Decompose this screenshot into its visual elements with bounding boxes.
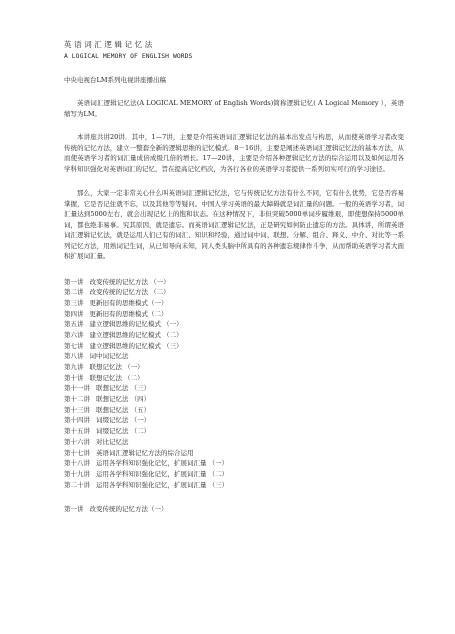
toc-title: 词缀记忆法 （二）: [96, 427, 151, 436]
toc-title: 联想记忆法 （一）: [89, 363, 144, 371]
toc-number: 第二讲: [64, 288, 84, 297]
toc-title: 建立逻辑思维的记忆模式 （三）: [89, 341, 183, 350]
toc-number: 第八讲: [64, 352, 84, 361]
toc-title: 更新旧有的思维模式（二）: [89, 309, 168, 318]
toc-title: 联想记忆法 （四）: [96, 395, 151, 404]
toc-number: 第二十讲: [64, 480, 90, 489]
toc-item: [64, 351, 404, 362]
toc-number: 第十六讲: [64, 437, 90, 446]
toc-item: [64, 330, 404, 341]
toc-number: 第九讲: [64, 363, 84, 371]
table-of-contents: [64, 277, 404, 491]
toc-title: 改变传统的记忆方法 （一）: [89, 277, 170, 286]
toc-title: 改变传统的记忆方法 （二）: [89, 288, 170, 297]
broadcast-source-line: 中央电视台LM系列电视讲座播出稿: [64, 76, 166, 84]
lecture-overview-paragraph: 本讲座共讲20讲．其中，1—7讲，主要是介绍英语词汇逻辑记忆法的基本出发点与构思，从而使英语学习者改变传统的记忆方法，建立一整套全新的逻辑思维的记忆模式．8－16讲，主要是阐述英语词汇逻辑记忆法的基本方法，从而使英语学习者的词汇量成倍成级几倍的增长。17—20讲，主要是介绍各种逻辑记忆方法的综合运用以及如何运用各学科知识强化对英语词汇的记忆，旨在提高记忆档次，为各行各业的英语学习者提供一系列切实可行的学习途径。: [64, 133, 404, 173]
toc-title: 运用各学科知识强化记忆，扩展词汇量 （三）: [96, 480, 229, 489]
toc-number: 第六讲: [64, 330, 84, 339]
toc-number: 第十四讲: [64, 416, 90, 425]
toc-number: 第三讲: [64, 298, 84, 307]
toc-number: 第七讲: [64, 341, 84, 350]
toc-item: [64, 287, 404, 298]
toc-item: [64, 362, 404, 373]
toc-number: 第十八讲: [64, 459, 90, 468]
toc-item: [64, 309, 404, 320]
method-description-paragraph: 那么，大家一定非常关心什么叫英语词汇逻辑记忆法，它与传统记忆方法有什么不同，它有什么优势，它是否容易掌握，它是否记住就不忘，以及其他等等疑问。中国人学习英语的最大障碍就是词汇量的问题。一般的英语学习者，词汇量达到5000左右，就会出现记忆上的饱和状态。在这种情况下，非但突破5000单词步履维艰，即使想保持5000单词，都也绝非易事。究其原因，就是遗忘。而英语词汇逻辑记忆法，正是研究如何防止遗忘的方法。具体讲，所谓英语词汇逻辑记忆法，就是运用人们已有的词汇、知识和经验，通过词中词、联想、分解、组合、释义、中介、对比等一系列记忆方法，用熟词记生词，从已知导向未知，同人类头脑中所具有的各种遗忘规律作斗争，从而帮助英语学习者大面积扩展词汇量。: [64, 189, 404, 260]
toc-number: 第五讲: [64, 320, 84, 329]
toc-item: [64, 448, 404, 459]
toc-title: 更新旧有的思维模式（一）: [89, 298, 168, 307]
toc-title: 词中词记忆法: [89, 352, 129, 361]
toc-number: 第四讲: [64, 309, 84, 318]
toc-title: 运用各学科知识强化记忆，扩展词汇量 （一）: [96, 459, 229, 468]
toc-item: [64, 426, 404, 437]
document-subtitle: A LOGICAL MEMORY OF ENGLISH WORDS: [64, 53, 193, 60]
toc-item: [64, 394, 404, 405]
toc-title: 词缀记忆法 （一）: [96, 416, 151, 425]
intro-paragraph: 英语词汇逻辑记忆法(A LOGICAL MEMORY of English Words)简称逻辑记忆( A Logical Memory ），英语缩写为LM。: [64, 99, 404, 118]
toc-title: 运用各学科知识强化记忆，扩展词汇量 （二）: [96, 469, 229, 478]
toc-item: [64, 383, 404, 394]
toc-number: 第一讲: [64, 277, 84, 286]
toc-number: 第十二讲: [64, 395, 90, 404]
toc-title: 英语词汇逻辑记忆方法的综合运用: [96, 448, 194, 457]
toc-item: [64, 469, 404, 480]
first-lecture-number: 第一讲: [64, 505, 84, 514]
toc-title: 对比记忆法: [96, 437, 129, 446]
toc-number: 第十七讲: [64, 448, 90, 457]
document-page: [64, 40, 404, 514]
toc-item: [64, 480, 404, 491]
toc-title: 建立逻辑思维的记忆模式 （二）: [89, 330, 183, 339]
toc-item: [64, 341, 404, 352]
document-title: 英语词汇逻辑记忆法: [64, 40, 155, 49]
toc-number: 第十讲: [64, 373, 84, 382]
toc-title: 联想记忆法 （三）: [96, 384, 151, 393]
toc-number: 第十五讲: [64, 427, 90, 436]
toc-title: 联想记忆法 （二）: [89, 373, 144, 382]
toc-item: [64, 437, 404, 448]
toc-item: [64, 458, 404, 469]
toc-number: 第十三讲: [64, 405, 90, 414]
toc-item: [64, 298, 404, 309]
toc-title: 联想记忆法 （五）: [96, 405, 151, 414]
first-lecture-heading: [64, 504, 404, 514]
first-lecture-title: 改变传统的记忆方法（一）: [89, 505, 168, 514]
toc-item: [64, 415, 404, 426]
toc-number: 第十九讲: [64, 469, 90, 478]
toc-item: [64, 373, 404, 384]
toc-item: [64, 277, 404, 288]
toc-title: 建立逻辑思维的记忆模式 （一）: [89, 320, 183, 329]
toc-item: [64, 405, 404, 416]
toc-number: 第十一讲: [64, 384, 90, 393]
toc-item: [64, 319, 404, 330]
